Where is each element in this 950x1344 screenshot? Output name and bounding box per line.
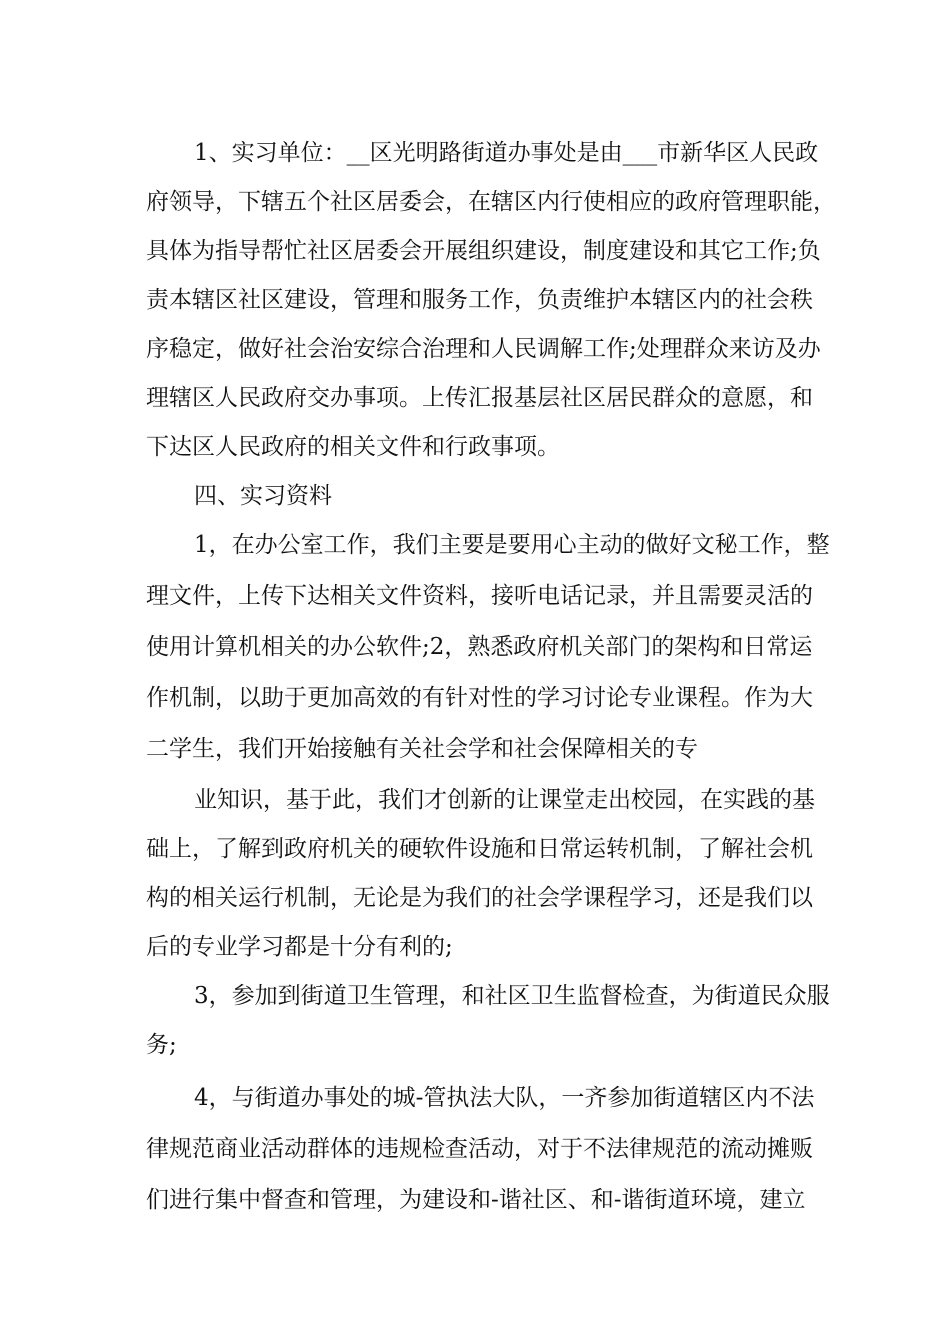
text-line: 作机制，以助于更加高效的有针对性的学习讨论专业课程。作为大 xyxy=(146,685,813,711)
text-line: 1、实习单位：__区光明路街道办事处是由___市新华区人民政 xyxy=(194,140,819,166)
text-line: 业知识，基于此，我们才创新的让课堂走出校园，在实践的基 xyxy=(194,787,815,813)
text-line: 后的专业学习都是十分有利的; xyxy=(146,934,453,960)
text-line: 1，在办公室工作，我们主要是要用心主动的做好文秘工作，整 xyxy=(194,532,830,558)
text-line: 使用计算机相关的办公软件;2，熟悉政府机关部门的架构和日常运 xyxy=(146,634,813,660)
text-line: 责本辖区社区建设，管理和服务工作，负责维护本辖区内的社会秩 xyxy=(146,287,813,313)
text-line: 理辖区人民政府交办事项。上传汇报基层社区居民群众的意愿，和 xyxy=(146,385,813,411)
text-line: 律规范商业活动群体的违规检查活动，对于不法律规范的流动摊贩 xyxy=(146,1136,813,1162)
text-line: 务; xyxy=(146,1032,177,1058)
text-line: 4，与街道办事处的城-管执法大队，一齐参加街道辖区内不法 xyxy=(194,1085,815,1111)
text-line: 具体为指导帮忙社区居委会开展组织建设，制度建设和其它工作;负 xyxy=(146,238,821,264)
text-line: 二学生，我们开始接触有关社会学和社会保障相关的专 xyxy=(146,736,698,762)
text-line: 府领导，下辖五个社区居委会，在辖区内行使相应的政府管理职能， xyxy=(146,189,836,215)
text-line: 理文件，上传下达相关文件资料，接听电话记录，并且需要灵活的 xyxy=(146,583,813,609)
section-heading: 四、实习资料 xyxy=(194,483,332,509)
text-line: 构的相关运行机制，无论是为我们的社会学课程学习，还是我们以 xyxy=(146,885,813,911)
text-line: 序稳定，做好社会治安综合治理和人民调解工作;处理群众来访及办 xyxy=(146,336,821,362)
text-line: 们进行集中督查和管理，为建设和-谐社区、和-谐街道环境，建立 xyxy=(146,1187,806,1213)
text-line: 下达区人民政府的相关文件和行政事项。 xyxy=(146,434,560,460)
text-line: 3，参加到街道卫生管理，和社区卫生监督检查，为街道民众服 xyxy=(194,983,830,1009)
text-line: 础上，了解到政府机关的硬软件设施和日常运转机制，了解社会机 xyxy=(146,836,813,862)
